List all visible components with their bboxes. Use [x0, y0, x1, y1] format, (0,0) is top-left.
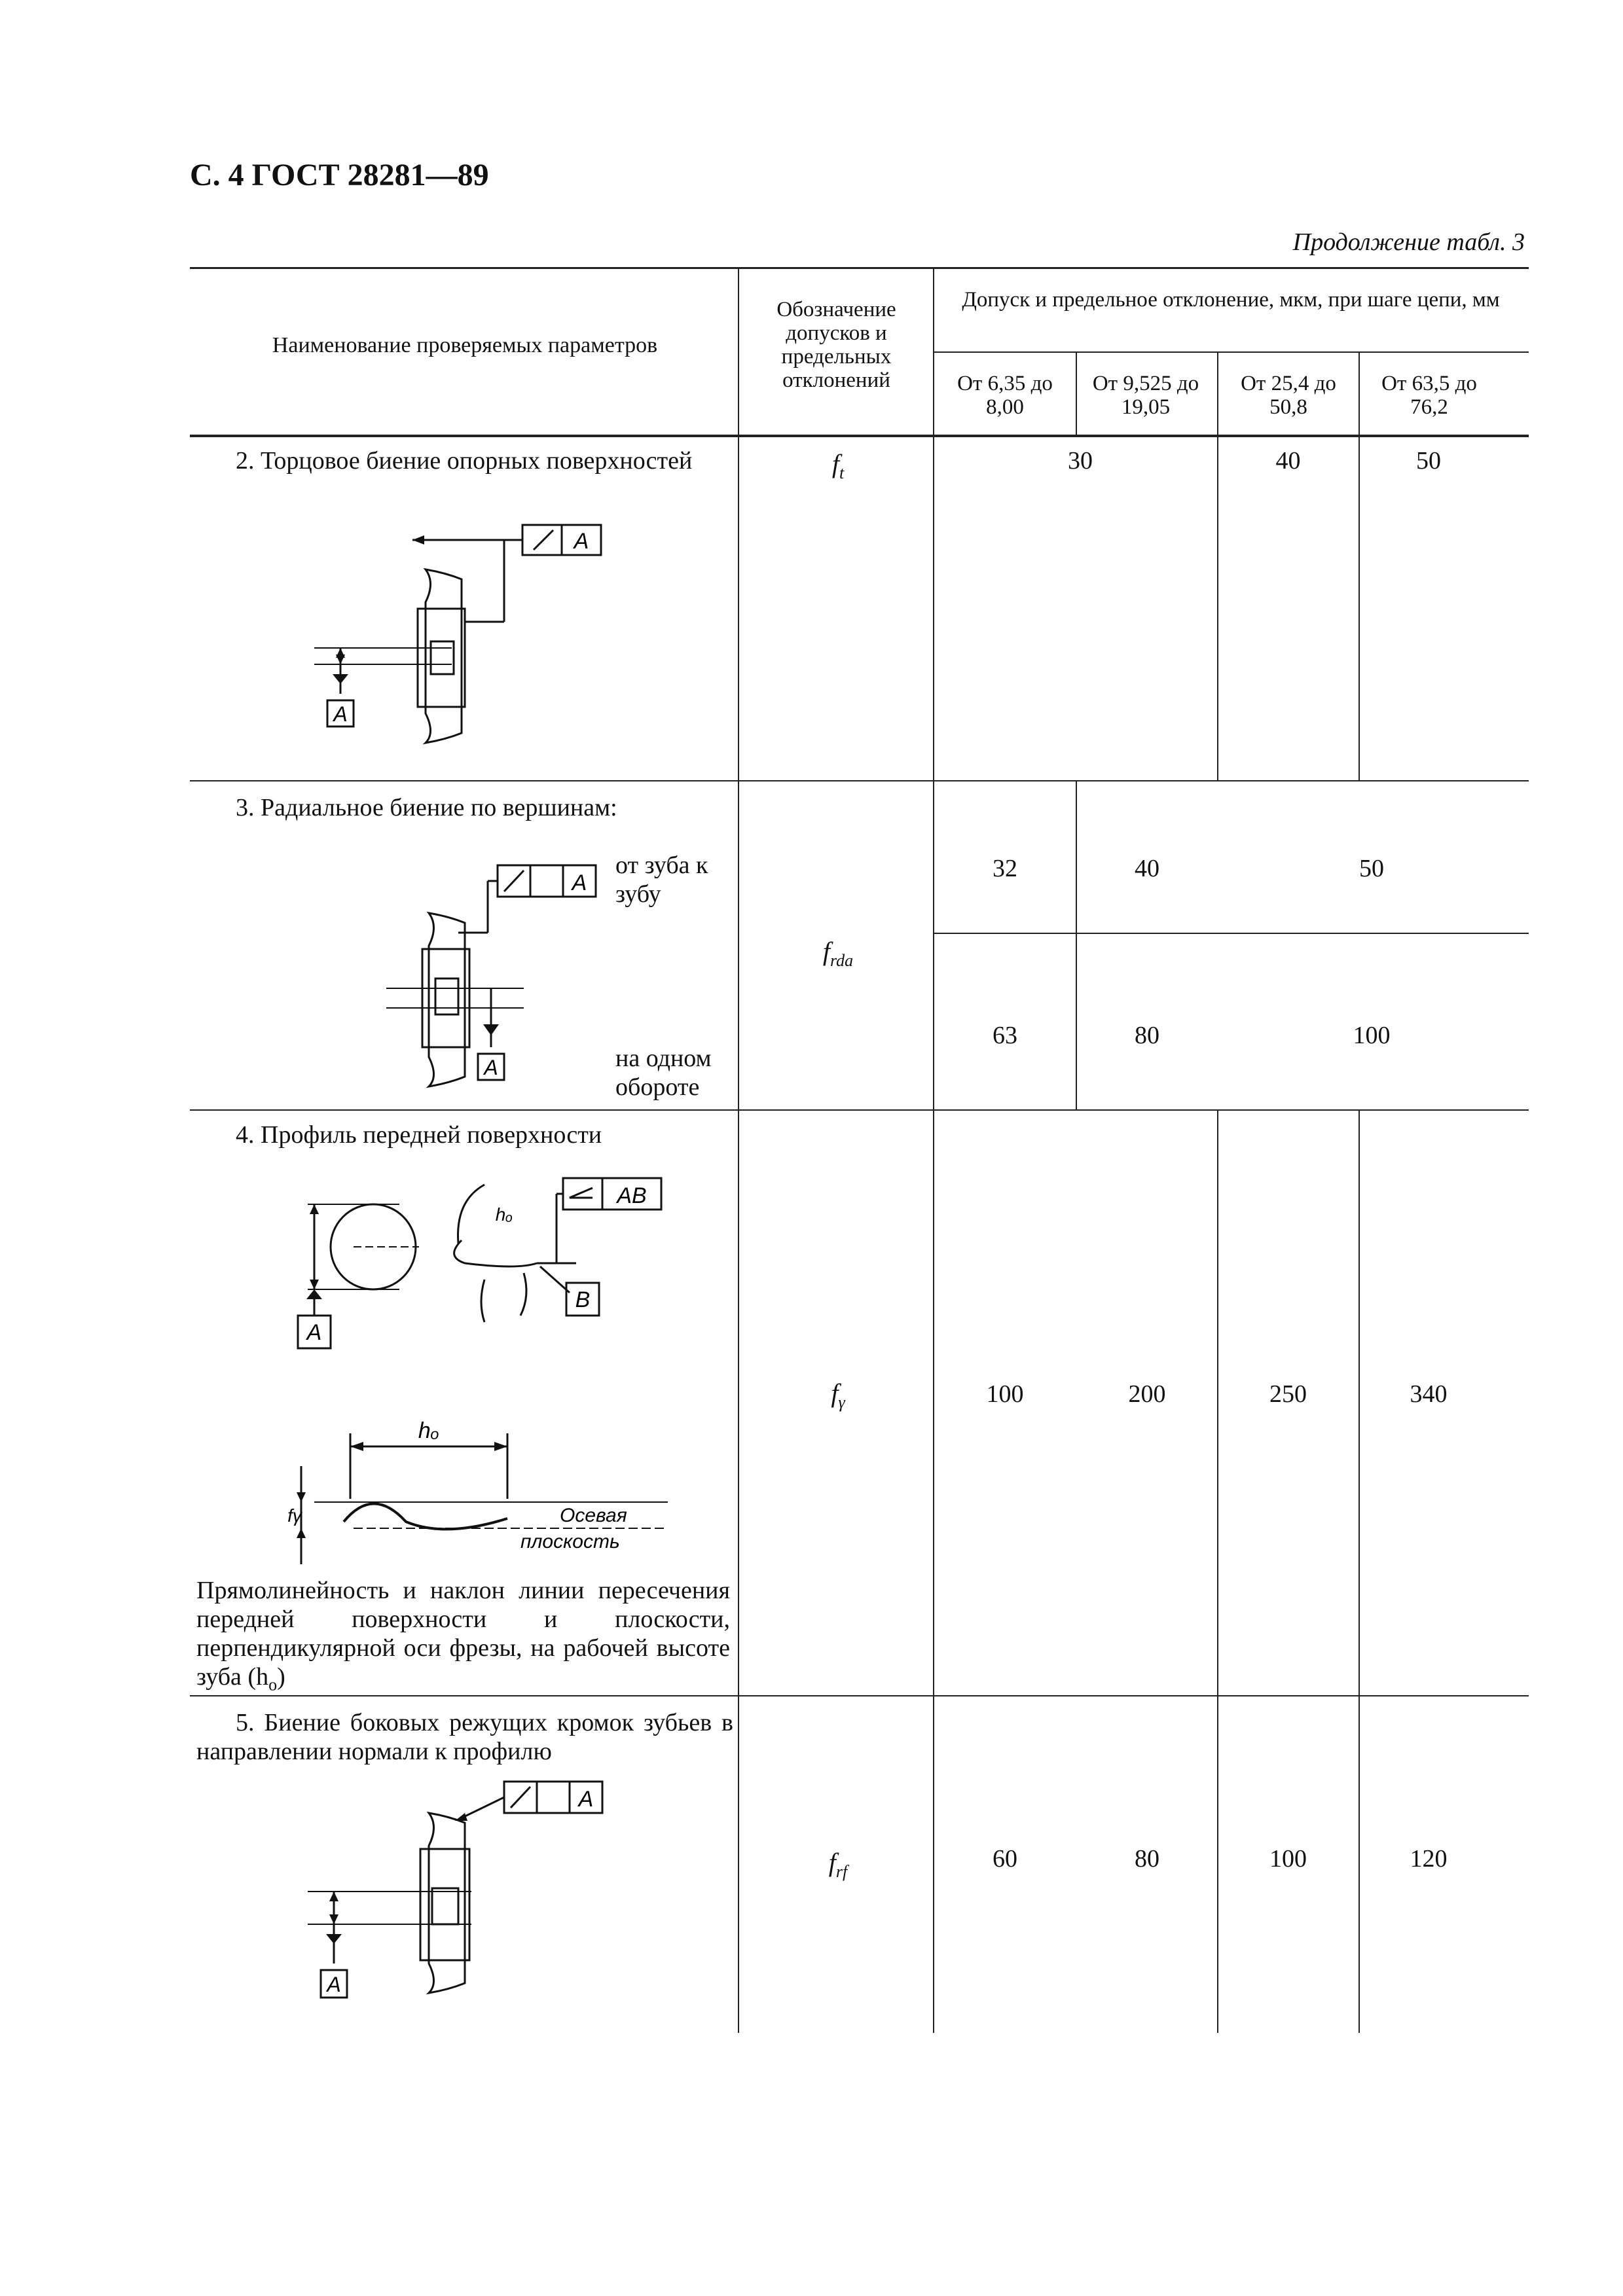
row-4-note: Прямолинейность и наклон линии пересечения передней поверхности и плоскости, перпендикулярной оси фрезы, на рабочей высоте зуба $(h_o)$: [196, 1577, 730, 1695]
column-header-tolerance: Допуск и предельное отклонение, мкм, при шаге цепи, мм: [962, 288, 1500, 312]
row-3-bottom-value-1: 63: [993, 1022, 1017, 1049]
row-4-value-4: 340: [1410, 1380, 1448, 1408]
row-2-title: 2. Торцовое биение опорных поверхностей: [236, 447, 693, 475]
row-4-height-label: hₒ: [495, 1204, 513, 1225]
row-2-datum-label-top: A: [574, 529, 589, 554]
row-4-value-1: 100: [986, 1380, 1024, 1408]
row-5-datum-label-bottom: A: [327, 1973, 341, 1996]
row-3-datum-label-bottom: A: [484, 1056, 498, 1079]
column-header-pitch-3: От 25,4 до 50,8: [1241, 372, 1336, 419]
row-5-title: 5. Биение боковых режущих кромок зубьев в направлении нормали к профилю: [196, 1709, 733, 1765]
column-header-designation: Обозначение допусков и предельных отклонений: [776, 298, 896, 392]
row-4-datum-label-a: A: [306, 1320, 322, 1345]
row-4-value-2: 200: [1128, 1380, 1166, 1408]
column-header-name: Наименование проверяемых параметров: [272, 333, 658, 357]
row-5-value-4: 120: [1410, 1845, 1448, 1873]
row-4-datum-label-b: B: [575, 1287, 591, 1312]
row-3-label-bottom: на одном обороте: [615, 1045, 712, 1101]
row-4-datum-label-ab: AB: [617, 1183, 647, 1208]
column-header-pitch-2: От 9,525 до 19,05: [1092, 372, 1199, 419]
row-5-diagram: [308, 1774, 622, 2016]
row-4-diagram-bottom: [275, 1407, 681, 1571]
row-2-datum-label-bottom: A: [333, 702, 348, 726]
row-5-value-3: 100: [1269, 1845, 1307, 1873]
row-2-diagram: [314, 517, 629, 766]
row-2-symbol: $f_t$: [831, 449, 845, 482]
row-4-symbol: $f_\gamma$: [831, 1378, 845, 1412]
row-5-value-2: 80: [1135, 1845, 1159, 1873]
row-3-label-top: от зуба к зубу: [615, 852, 708, 908]
row-2-value-1: 30: [1068, 447, 1093, 475]
row-4-height-label-bottom: hₒ: [418, 1418, 440, 1443]
row-5-value-1: 60: [993, 1845, 1017, 1873]
row-5-datum-label-top: A: [578, 1787, 594, 1812]
column-header-pitch-4: От 63,5 до 76,2: [1381, 372, 1477, 419]
table-continuation-label: Продолжение табл. 3: [1292, 228, 1525, 256]
row-5-symbol: $f_{rf}$: [828, 1848, 848, 1881]
row-3-title: 3. Радиальное биение по вершинам:: [236, 794, 617, 821]
row-2-value-3: 50: [1416, 447, 1441, 475]
row-4-axial-plane-label-2: плоскость: [520, 1531, 620, 1552]
row-3-bottom-value-3: 100: [1353, 1022, 1391, 1049]
column-header-pitch-1: От 6,35 до 8,00: [957, 372, 1053, 419]
row-2-value-2: 40: [1275, 447, 1301, 475]
row-4-axial-plane-label-1: Осевая: [560, 1505, 627, 1526]
row-4-value-3: 250: [1269, 1380, 1307, 1408]
row-3-diagram: [386, 851, 622, 1113]
row-4-diagram-top: [288, 1165, 681, 1355]
row-4-tolerance-label: fγ: [287, 1505, 302, 1526]
row-3-top-value-3: 50: [1359, 855, 1384, 882]
row-3-bottom-value-2: 80: [1135, 1022, 1159, 1049]
row-3-top-value-1: 32: [993, 855, 1017, 882]
row-3-top-value-2: 40: [1135, 855, 1159, 882]
row-3-datum-label-top: A: [572, 870, 587, 895]
page-header: С. 4 ГОСТ 28281—89: [190, 158, 489, 192]
row-4-title: 4. Профиль передней поверхности: [236, 1121, 602, 1149]
row-3-symbol: $f_{rda}$: [822, 937, 854, 970]
